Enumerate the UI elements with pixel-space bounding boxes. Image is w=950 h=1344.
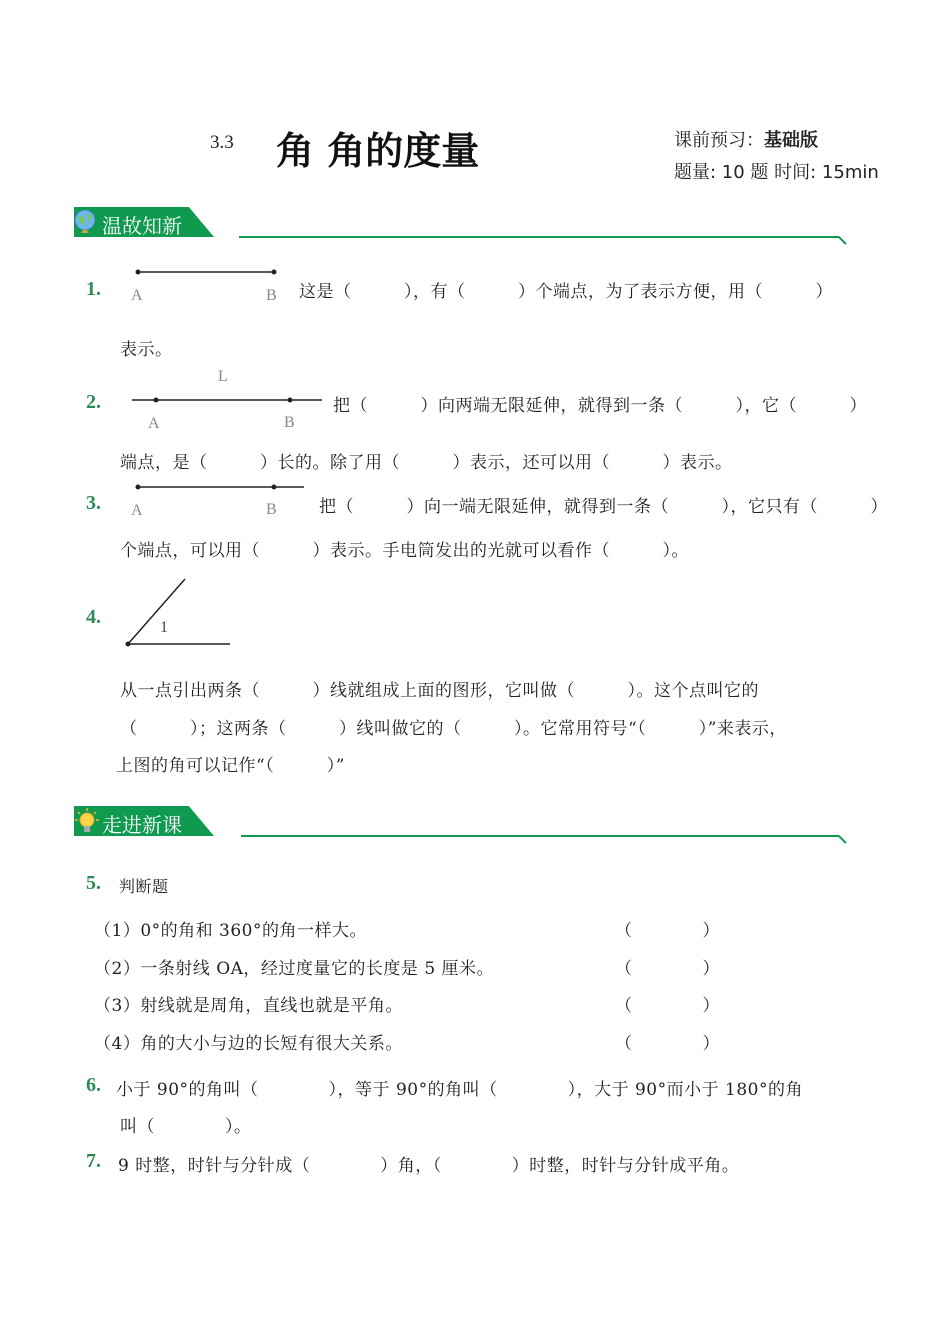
page-title: 角 角的度量	[276, 129, 480, 173]
question-text: 端点，是（ ）长的。除了用（ ）表示，还可以用（ ）表示。	[120, 453, 733, 473]
section-number: 3.3	[210, 132, 234, 153]
answer-paren: （ ）	[615, 959, 720, 979]
answer-paren: （ ）	[615, 996, 720, 1016]
question-text: 9 时整，时针与分针成（ ）角，（ ）时整，时针与分针成平角。	[118, 1156, 740, 1176]
meta-line1	[674, 126, 818, 152]
question-text: 这是（ ），有（ ）个端点，为了表示方便，用（ ）	[299, 282, 833, 302]
question-text: 从一点引出两条（ ）线就组成上面的图形，它叫做（ ）。这个点叫它的	[120, 681, 759, 701]
globe-icon	[72, 207, 98, 237]
point-label-b: B	[266, 501, 277, 518]
question-number: 1.	[86, 278, 101, 300]
meta-value: 基础版	[764, 130, 818, 151]
question-text: 上图的角可以记作“（ ）”	[116, 756, 345, 776]
judge-item: （1）0°的角和 360°的角一样大。	[94, 921, 367, 941]
banner-new-lesson-label: 走进新课	[102, 813, 182, 837]
question-text: 叫（ ）。	[120, 1117, 252, 1137]
banner-divider-tail	[838, 835, 846, 843]
question-text: 小于 90°的角叫（ ），等于 90°的角叫（ ），大于 90°而小于 180°的角	[116, 1080, 803, 1100]
question-number: 6.	[86, 1074, 101, 1096]
question-number: 5.	[86, 872, 101, 894]
banner-divider	[239, 236, 839, 238]
point-label-a: A	[131, 502, 143, 519]
question-number: 4.	[86, 606, 101, 628]
segment-figure	[128, 262, 288, 282]
question-number: 7.	[86, 1150, 101, 1172]
banner-review-label: 温故知新	[102, 214, 182, 238]
ray-figure	[128, 477, 310, 497]
meta-label: 课前预习：	[674, 130, 764, 151]
judge-item: （4）角的大小与边的长短有很大关系。	[94, 1034, 403, 1054]
lightbulb-icon	[74, 806, 100, 836]
answer-paren: （ ）	[615, 921, 720, 941]
banner-divider-tail	[838, 236, 846, 244]
angle-figure	[120, 574, 240, 654]
question-title: 判断题	[119, 877, 169, 896]
line-figure	[128, 390, 328, 410]
banner-divider	[241, 835, 839, 837]
line-label-l: L	[218, 368, 228, 385]
point-label-a: A	[148, 415, 160, 432]
question-text: 把（ ）向两端无限延伸，就得到一条（ ），它（ ）	[333, 396, 867, 416]
point-label-b: B	[266, 287, 277, 304]
judge-item: （2）一条射线 OA，经过度量它的长度是 5 厘米。	[94, 959, 495, 979]
question-text: 表示。	[120, 340, 173, 360]
question-number: 2.	[86, 391, 101, 413]
angle-label: 1	[160, 619, 168, 636]
question-text: 个端点，可以用（ ）表示。手电筒发出的光就可以看作（ ）。	[120, 541, 689, 561]
point-label-a: A	[131, 287, 143, 304]
banner-review	[74, 207, 854, 237]
judge-item: （3）射线就是周角，直线也就是平角。	[94, 996, 403, 1016]
answer-paren: （ ）	[615, 1034, 720, 1054]
banner-new-lesson	[74, 806, 854, 836]
question-number: 3.	[86, 492, 101, 514]
question-text: 把（ ）向一端无限延伸，就得到一条（ ），它只有（ ）	[319, 497, 888, 517]
point-label-b: B	[284, 414, 295, 431]
question-text: （ ）；这两条（ ）线叫做它的（ ）。它常用符号“（ ）”来表示，	[120, 719, 787, 739]
meta-line2: 题量: 10 题 时间: 15min	[674, 162, 879, 183]
